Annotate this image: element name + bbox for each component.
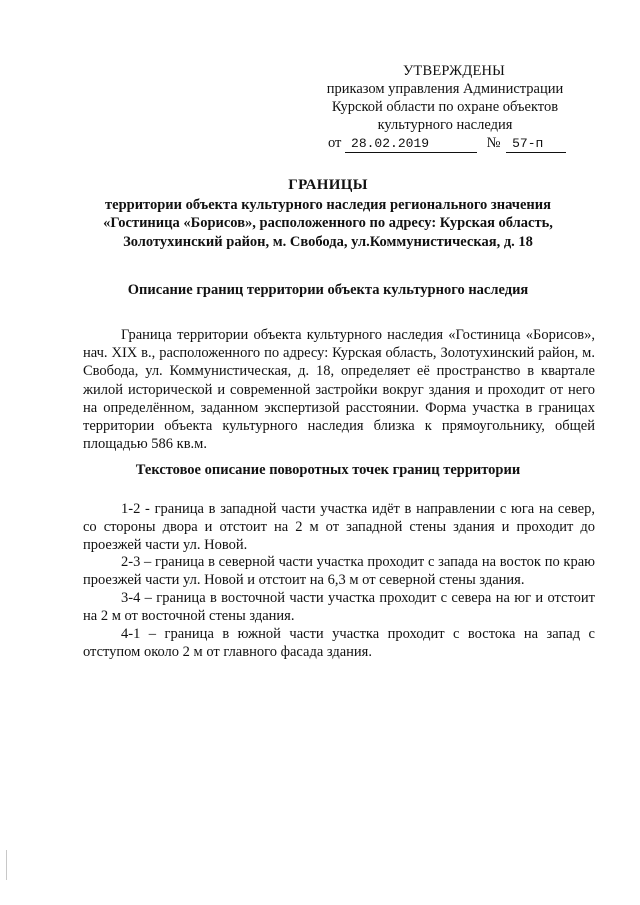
- section-heading-turning-points: Текстовое описание поворотных точек границ территории: [135, 462, 521, 478]
- turning-point-paragraph-1-2: 1-2 - граница в западной части участка идёт в направлении с юга на север, со стороны двора и отстоит на 2 м от западной стены здания и проходит до проезжей части ул. Новой.: [83, 501, 595, 554]
- approval-line-2: Курской области по охране объектов: [331, 99, 559, 115]
- approval-heading: УТВЕРЖДЕНЫ: [402, 63, 506, 79]
- document-title: ГРАНИЦЫ: [288, 177, 368, 193]
- document-subtitle-line-1: территории объекта культурного наследия регионального значения: [105, 196, 551, 213]
- turning-point-paragraph-4-1: 4-1 – граница в южной части участка проходит с востока на запад с отступом около 2 м от главного фасада здания.: [83, 626, 595, 661]
- order-number-sign: №: [486, 135, 501, 151]
- turning-point-paragraph-3-4: 3-4 – граница в восточной части участка проходит с севера на юг и отстоит на 2 м от восточной стены здания.: [83, 590, 595, 625]
- document-title-block: [60, 176, 596, 251]
- order-number-field: 57-п: [506, 136, 566, 153]
- approval-stamp-block: [300, 62, 590, 153]
- turning-point-paragraph-2-3: 2-3 – граница в северной части участка проходит с запада на восток по краю проезжей части ул. Новой и отстоит на 6,3 м от северной стены здания.: [83, 554, 595, 589]
- order-from-label: от: [328, 135, 342, 151]
- order-date-field: 28.02.2019: [345, 136, 477, 153]
- approval-line-1: приказом управления Администрации: [326, 81, 564, 97]
- document-subtitle-line-3: Золотухинский район, м. Свобода, ул.Коммунистическая, д. 18: [123, 233, 533, 250]
- order-date-number-row: [328, 134, 590, 153]
- document-subtitle-line-2: «Гостиница «Борисов», расположенного по адресу: Курская область,: [103, 215, 553, 231]
- approval-line-3: культурного наследия: [377, 117, 513, 133]
- scan-margin-line: [6, 850, 7, 880]
- boundary-description-paragraph: Граница территории объекта культурного наследия «Гостиница «Борисов», нач. XIX в., расположенного по адресу: Курская область, Золотухинский район, м. Свобода, ул. Коммунистическая, д. 18, определяет её пространство в квартале жилой исторической и современной застройки вокруг здания и проходит от него на определённом, заданном экспертизой расстоянии. Форма участка в границах территории объекта культурного наследия близка к прямоугольнику, общей площадью 586 кв.м.: [83, 327, 595, 453]
- section-heading-boundaries: Описание границ территории объекта культурного наследия: [127, 282, 529, 298]
